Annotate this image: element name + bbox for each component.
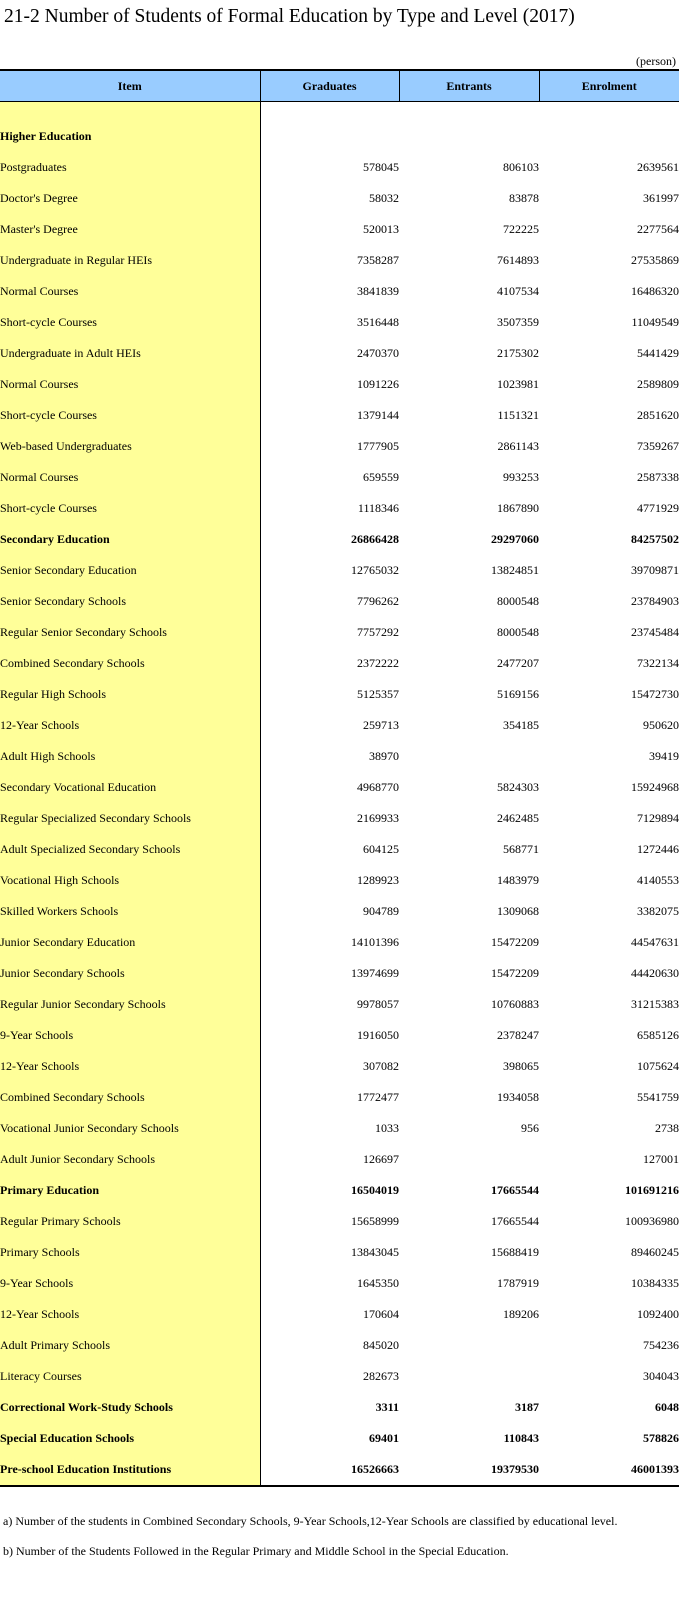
entrants-cell: 2861143 — [497, 439, 539, 453]
entrants-cell — [399, 1361, 539, 1392]
enrolment-cell: 4140553 — [637, 873, 679, 887]
enrolment-cell: 2587338 — [637, 470, 679, 484]
row-label: Short-cycle Courses — [0, 493, 260, 524]
table-row — [0, 121, 679, 152]
table-row — [0, 338, 679, 369]
table-row — [0, 896, 679, 927]
graduates-cell: 26866428 — [351, 532, 399, 546]
table-row — [0, 958, 679, 989]
enrolment-cell: 6585126 — [637, 1028, 679, 1042]
row-label: Short-cycle Courses — [0, 307, 260, 338]
row-label: Higher Education — [0, 121, 260, 152]
enrolment-cell: 2851620 — [637, 408, 679, 422]
graduates-cell: 7796262 — [357, 594, 399, 608]
row-label: Web-based Undergraduates — [0, 431, 260, 462]
entrants-cell: 4107534 — [497, 284, 539, 298]
enrolment-cell: 15472730 — [631, 687, 679, 701]
table-row — [0, 369, 679, 400]
table-row — [0, 865, 679, 896]
row-label: Literacy Courses — [0, 1361, 260, 1392]
table-row — [0, 803, 679, 834]
enrolment-cell: 31215383 — [631, 997, 679, 1011]
entrants-cell: 29297060 — [491, 532, 539, 546]
column-header-enrolment: Enrolment — [539, 70, 679, 102]
entrants-cell: 2175302 — [497, 346, 539, 360]
enrolment-cell: 100936980 — [625, 1214, 679, 1228]
row-label: Combined Secondary Schools — [0, 648, 260, 679]
table-row — [0, 1020, 679, 1051]
graduates-cell: 1645350 — [357, 1276, 399, 1290]
graduates-cell: 2470370 — [357, 346, 399, 360]
entrants-cell — [399, 121, 539, 152]
entrants-cell: 568771 — [503, 842, 539, 856]
table-row — [0, 1299, 679, 1330]
enrolment-cell: 304043 — [643, 1369, 679, 1383]
page-title: 21-2 Number of Students of Formal Education by Type and Level (2017) — [4, 6, 575, 27]
unit-label: (person) — [636, 54, 676, 68]
table-row — [0, 462, 679, 493]
row-label: Postgraduates — [0, 152, 260, 183]
footnote-b: b) Number of the Students Followed in the Regular Primary and Middle School in the Special Education. — [3, 1544, 509, 1558]
entrants-cell: 189206 — [503, 1307, 539, 1321]
graduates-cell: 15658999 — [351, 1214, 399, 1228]
graduates-cell: 3841839 — [357, 284, 399, 298]
table-row — [0, 586, 679, 617]
entrants-cell: 722225 — [503, 222, 539, 236]
row-label: Master's Degree — [0, 214, 260, 245]
row-label: Normal Courses — [0, 369, 260, 400]
entrants-cell: 806103 — [503, 160, 539, 174]
graduates-cell: 659559 — [363, 470, 399, 484]
row-label: Doctor's Degree — [0, 183, 260, 214]
row-label: Vocational Junior Secondary Schools — [0, 1113, 260, 1144]
graduates-cell: 3311 — [375, 1400, 399, 1414]
table-row — [0, 741, 679, 772]
enrolment-cell: 39419 — [649, 749, 679, 763]
entrants-cell: 3507359 — [497, 315, 539, 329]
graduates-cell: 307082 — [363, 1059, 399, 1073]
table-row — [0, 400, 679, 431]
graduates-cell: 3516448 — [357, 315, 399, 329]
row-label: Primary Education — [0, 1175, 260, 1206]
entrants-cell: 17665544 — [491, 1183, 539, 1197]
enrolment-cell: 101691216 — [625, 1183, 679, 1197]
table-row — [0, 214, 679, 245]
entrants-cell: 15688419 — [491, 1245, 539, 1259]
row-label: Short-cycle Courses — [0, 400, 260, 431]
entrants-cell: 83878 — [509, 191, 539, 205]
graduates-cell: 5125357 — [357, 687, 399, 701]
row-label: Adult Junior Secondary Schools — [0, 1144, 260, 1175]
graduates-cell: 13974699 — [351, 966, 399, 980]
row-label: Senior Secondary Schools — [0, 586, 260, 617]
footnote-a: a) Number of the students in Combined Secondary Schools, 9-Year Schools,12-Year Schools are classified by educational level. — [3, 1514, 618, 1528]
row-label: Undergraduate in Regular HEIs — [0, 245, 260, 276]
row-label: Adult High Schools — [0, 741, 260, 772]
graduates-cell: 14101396 — [351, 935, 399, 949]
row-label: Pre-school Education Institutions — [0, 1454, 260, 1486]
graduates-cell: 1772477 — [357, 1090, 399, 1104]
table-row — [0, 648, 679, 679]
table-row — [0, 617, 679, 648]
table-row — [0, 183, 679, 214]
enrolment-cell: 84257502 — [631, 532, 679, 546]
table-row — [0, 276, 679, 307]
entrants-cell: 398065 — [503, 1059, 539, 1073]
graduates-cell: 1379144 — [357, 408, 399, 422]
row-label: Junior Secondary Education — [0, 927, 260, 958]
graduates-cell: 904789 — [363, 904, 399, 918]
enrolment-cell: 16486320 — [631, 284, 679, 298]
entrants-cell: 2378247 — [497, 1028, 539, 1042]
row-label: Correctional Work-Study Schools — [0, 1392, 260, 1423]
table-row — [0, 555, 679, 586]
enrolment-cell: 2589809 — [637, 377, 679, 391]
row-label: Junior Secondary Schools — [0, 958, 260, 989]
graduates-cell: 578045 — [363, 160, 399, 174]
entrants-cell: 1309068 — [497, 904, 539, 918]
entrants-cell: 1787919 — [497, 1276, 539, 1290]
entrants-cell: 15472209 — [491, 966, 539, 980]
enrolment-cell: 23745484 — [631, 625, 679, 639]
table-row — [0, 524, 679, 555]
graduates-cell: 13843045 — [351, 1245, 399, 1259]
row-label: Special Education Schools — [0, 1423, 260, 1454]
enrolment-cell: 2277564 — [637, 222, 679, 236]
table-row — [0, 679, 679, 710]
enrolment-cell: 4771929 — [637, 501, 679, 515]
table-body — [0, 102, 679, 1487]
graduates-cell: 1289923 — [357, 873, 399, 887]
row-label: Undergraduate in Adult HEIs — [0, 338, 260, 369]
table-row — [0, 1330, 679, 1361]
entrants-cell: 5169156 — [497, 687, 539, 701]
graduates-cell: 4968770 — [357, 780, 399, 794]
graduates-cell: 69401 — [369, 1431, 399, 1445]
row-label: Regular High Schools — [0, 679, 260, 710]
column-header-entrants: Entrants — [399, 70, 539, 102]
table-row — [0, 1392, 679, 1423]
entrants-cell: 1023981 — [497, 377, 539, 391]
table-row — [0, 1423, 679, 1454]
enrolment-cell: 27535869 — [631, 253, 679, 267]
entrants-cell — [399, 1330, 539, 1361]
graduates-cell: 58032 — [369, 191, 399, 205]
enrolment-cell: 950620 — [643, 718, 679, 732]
enrolment-cell: 361997 — [643, 191, 679, 205]
row-label: Regular Senior Secondary Schools — [0, 617, 260, 648]
table-row — [0, 493, 679, 524]
graduates-cell: 282673 — [363, 1369, 399, 1383]
enrolment-cell: 1272446 — [637, 842, 679, 856]
row-label: Regular Primary Schools — [0, 1206, 260, 1237]
row-label: 9-Year Schools — [0, 1020, 260, 1051]
table-row — [0, 1051, 679, 1082]
table-row — [0, 772, 679, 803]
entrants-cell: 15472209 — [491, 935, 539, 949]
table-row — [0, 1361, 679, 1392]
graduates-cell: 12765032 — [351, 563, 399, 577]
entrants-cell: 19379530 — [399, 1454, 539, 1486]
enrolment-cell: 1075624 — [637, 1059, 679, 1073]
graduates-cell: 126697 — [363, 1152, 399, 1166]
spacer-row — [0, 102, 679, 122]
column-header-item: Item — [0, 70, 260, 102]
table-row — [0, 1113, 679, 1144]
row-label: 12-Year Schools — [0, 1051, 260, 1082]
row-label: 12-Year Schools — [0, 710, 260, 741]
graduates-cell: 16504019 — [351, 1183, 399, 1197]
graduates-cell: 1033 — [375, 1121, 399, 1135]
graduates-cell: 16526663 — [260, 1454, 399, 1486]
table-row — [0, 989, 679, 1020]
graduates-cell: 9978057 — [357, 997, 399, 1011]
enrolment-cell: 6048 — [655, 1400, 679, 1414]
table-row — [0, 1175, 679, 1206]
enrolment-cell: 5541759 — [637, 1090, 679, 1104]
row-label: Combined Secondary Schools — [0, 1082, 260, 1113]
entrants-cell: 354185 — [503, 718, 539, 732]
table-row — [0, 1268, 679, 1299]
row-label: 9-Year Schools — [0, 1268, 260, 1299]
entrants-cell: 5824303 — [497, 780, 539, 794]
row-label: Secondary Education — [0, 524, 260, 555]
entrants-cell: 7614893 — [497, 253, 539, 267]
row-label: Skilled Workers Schools — [0, 896, 260, 927]
table-row — [0, 307, 679, 338]
data-table — [0, 69, 679, 1487]
table-row — [0, 1237, 679, 1268]
graduates-cell: 1916050 — [357, 1028, 399, 1042]
row-label: Normal Courses — [0, 462, 260, 493]
enrolment-cell: 5441429 — [637, 346, 679, 360]
row-label: Vocational High Schools — [0, 865, 260, 896]
graduates-cell: 845020 — [363, 1338, 399, 1352]
entrants-cell: 2462485 — [497, 811, 539, 825]
entrants-cell: 1934058 — [497, 1090, 539, 1104]
graduates-cell: 2169933 — [357, 811, 399, 825]
row-label: Adult Primary Schools — [0, 1330, 260, 1361]
graduates-cell: 38970 — [369, 749, 399, 763]
row-label: Primary Schools — [0, 1237, 260, 1268]
column-header-graduates: Graduates — [260, 70, 399, 102]
table-row — [0, 152, 679, 183]
row-label: Secondary Vocational Education — [0, 772, 260, 803]
entrants-cell: 8000548 — [497, 594, 539, 608]
graduates-cell: 2372222 — [357, 656, 399, 670]
graduates-cell: 7358287 — [357, 253, 399, 267]
graduates-cell: 520013 — [363, 222, 399, 236]
table-row — [0, 1206, 679, 1237]
row-label: Normal Courses — [0, 276, 260, 307]
enrolment-cell: 1092400 — [637, 1307, 679, 1321]
entrants-cell — [399, 1144, 539, 1175]
enrolment-cell: 754236 — [643, 1338, 679, 1352]
row-label: Regular Specialized Secondary Schools — [0, 803, 260, 834]
graduates-cell: 170604 — [363, 1307, 399, 1321]
enrolment-cell: 11049549 — [631, 315, 679, 329]
entrants-cell: 110843 — [503, 1431, 539, 1445]
table-row — [0, 834, 679, 865]
enrolment-cell: 39709871 — [631, 563, 679, 577]
enrolment-cell: 7322134 — [637, 656, 679, 670]
entrants-cell: 956 — [521, 1121, 539, 1135]
enrolment-cell — [539, 121, 679, 152]
graduates-cell: 1118346 — [357, 501, 399, 515]
enrolment-cell: 7129894 — [637, 811, 679, 825]
graduates-cell — [260, 121, 399, 152]
table-row — [0, 1144, 679, 1175]
graduates-cell: 1777905 — [357, 439, 399, 453]
row-label: 12-Year Schools — [0, 1299, 260, 1330]
table-row — [0, 710, 679, 741]
table-row — [0, 1454, 679, 1486]
table-row — [0, 927, 679, 958]
row-label: Regular Junior Secondary Schools — [0, 989, 260, 1020]
enrolment-cell: 44420630 — [631, 966, 679, 980]
enrolment-cell: 2738 — [655, 1121, 679, 1135]
entrants-cell: 1867890 — [497, 501, 539, 515]
enrolment-cell: 46001393 — [539, 1454, 679, 1486]
enrolment-cell: 127001 — [643, 1152, 679, 1166]
table-row — [0, 245, 679, 276]
entrants-cell: 3187 — [515, 1400, 539, 1414]
enrolment-cell: 10384335 — [631, 1276, 679, 1290]
enrolment-cell: 89460245 — [631, 1245, 679, 1259]
entrants-cell: 2477207 — [497, 656, 539, 670]
entrants-cell — [399, 741, 539, 772]
entrants-cell: 1151321 — [497, 408, 539, 422]
entrants-cell: 10760883 — [491, 997, 539, 1011]
table-row — [0, 1082, 679, 1113]
entrants-cell: 13824851 — [491, 563, 539, 577]
enrolment-cell: 44547631 — [631, 935, 679, 949]
row-label: Senior Secondary Education — [0, 555, 260, 586]
enrolment-cell: 15924968 — [631, 780, 679, 794]
enrolment-cell: 3382075 — [637, 904, 679, 918]
enrolment-cell: 578826 — [643, 1431, 679, 1445]
enrolment-cell: 2639561 — [637, 160, 679, 174]
graduates-cell: 604125 — [363, 842, 399, 856]
table-row — [0, 431, 679, 462]
enrolment-cell: 23784903 — [631, 594, 679, 608]
entrants-cell: 8000548 — [497, 625, 539, 639]
entrants-cell: 993253 — [503, 470, 539, 484]
graduates-cell: 1091226 — [357, 377, 399, 391]
graduates-cell: 7757292 — [357, 625, 399, 639]
graduates-cell: 259713 — [363, 718, 399, 732]
entrants-cell: 17665544 — [491, 1214, 539, 1228]
entrants-cell: 1483979 — [497, 873, 539, 887]
header-row — [0, 70, 679, 102]
enrolment-cell: 7359267 — [637, 439, 679, 453]
row-label: Adult Specialized Secondary Schools — [0, 834, 260, 865]
